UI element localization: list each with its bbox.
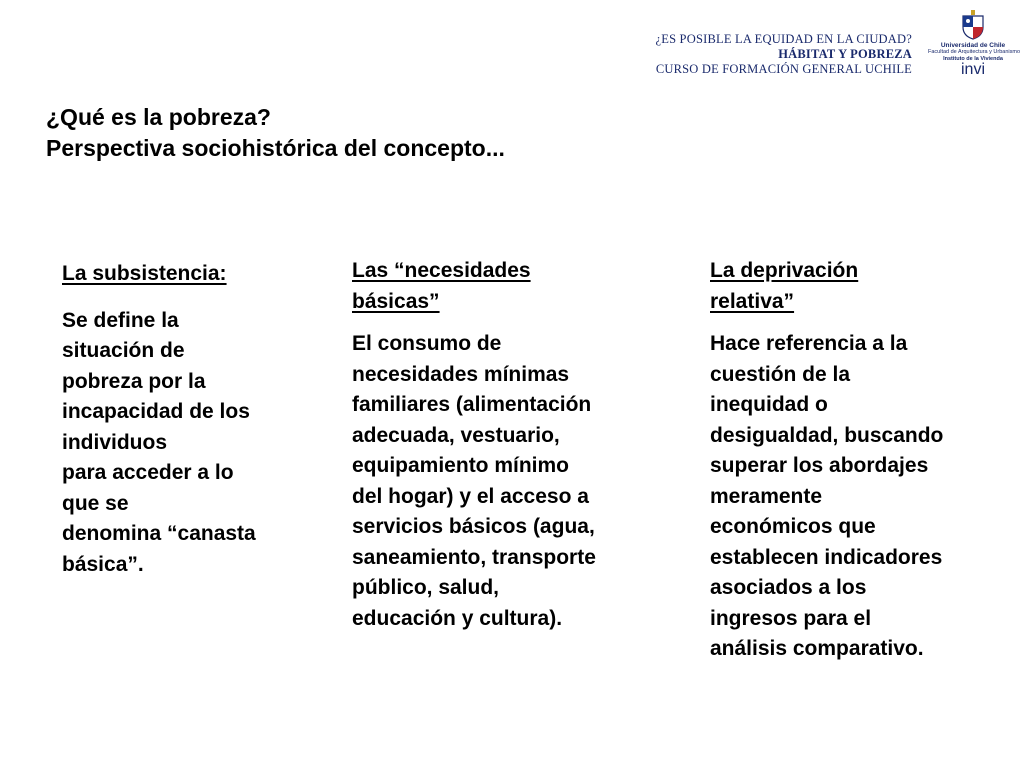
body-line: básica”. bbox=[62, 552, 144, 576]
slide-title-line1: ¿Qué es la pobreza? bbox=[46, 104, 271, 130]
body-line: situación de bbox=[62, 339, 185, 362]
logo-acronym: invi bbox=[960, 61, 985, 78]
column-heading: La subsistencia: bbox=[62, 262, 227, 285]
body-line: ingresos para el bbox=[710, 606, 872, 630]
column-subsistence bbox=[62, 256, 312, 580]
heading-line: relativa” bbox=[710, 289, 795, 313]
column-body bbox=[710, 329, 1010, 665]
body-line: meramente bbox=[710, 484, 823, 508]
body-line: inequidad o bbox=[710, 393, 828, 416]
body-line: saneamiento, transporte bbox=[352, 545, 596, 569]
heading-line: Las “necesidades bbox=[352, 259, 531, 282]
column-heading bbox=[710, 256, 1010, 317]
logo-faculty: Facultad de Arquitectura y Urbanismo bbox=[928, 49, 1021, 55]
body-line: servicios básicos (agua, bbox=[352, 515, 595, 538]
column-heading bbox=[352, 256, 662, 317]
shield-icon bbox=[962, 10, 984, 40]
course-header-line2: HÁBITAT Y POBREZA bbox=[778, 47, 912, 61]
heading-line: La deprivación bbox=[710, 259, 859, 282]
column-basic-needs bbox=[352, 256, 662, 634]
logo-institute: Instituto de la Vivienda bbox=[943, 55, 1003, 62]
body-line: económicos que bbox=[710, 515, 876, 538]
body-line: adecuada, vestuario, bbox=[352, 423, 560, 447]
body-line: El consumo de bbox=[352, 332, 502, 355]
body-line: denomina “canasta bbox=[62, 522, 256, 545]
column-body bbox=[352, 329, 662, 634]
course-header-line3: CURSO DE FORMACIÓN GENERAL UCHILE bbox=[655, 62, 912, 76]
body-line: pobreza por la bbox=[62, 369, 206, 393]
body-line: familiares (alimentación bbox=[352, 393, 592, 416]
body-line: análisis comparativo. bbox=[710, 637, 924, 660]
body-line: educación y cultura). bbox=[352, 606, 563, 630]
body-line: para acceder a lo bbox=[62, 461, 234, 484]
body-line: del hogar) y el acceso a bbox=[352, 484, 589, 508]
body-line: cuestión de la bbox=[710, 362, 851, 386]
slide-title-line2: Perspectiva sociohistórica del concepto... bbox=[46, 135, 505, 161]
column-body bbox=[62, 306, 312, 581]
body-line: incapacidad de los bbox=[62, 400, 250, 423]
body-line: público, salud, bbox=[352, 576, 500, 599]
body-line: Hace referencia a la bbox=[710, 332, 908, 355]
body-line: establecen indicadores bbox=[710, 545, 943, 569]
body-line: desigualdad, buscando bbox=[710, 423, 944, 447]
column-relative-deprivation bbox=[710, 256, 1010, 665]
body-line: necesidades mínimas bbox=[352, 362, 570, 386]
body-line: equipamiento mínimo bbox=[352, 454, 570, 477]
university-logo bbox=[928, 10, 1021, 90]
body-line: Se define la bbox=[62, 308, 179, 332]
course-header-line1: ¿ES POSIBLE LA EQUIDAD EN LA CIUDAD? bbox=[655, 32, 912, 46]
course-header bbox=[656, 32, 913, 77]
heading-line: básicas” bbox=[352, 289, 440, 313]
logo-university: Universidad de Chile bbox=[940, 42, 1006, 49]
slide-title bbox=[46, 102, 505, 164]
body-line: que se bbox=[62, 491, 129, 515]
body-line: superar los abordajes bbox=[710, 454, 929, 477]
body-line: asociados a los bbox=[710, 576, 867, 599]
body-line: individuos bbox=[62, 430, 167, 454]
